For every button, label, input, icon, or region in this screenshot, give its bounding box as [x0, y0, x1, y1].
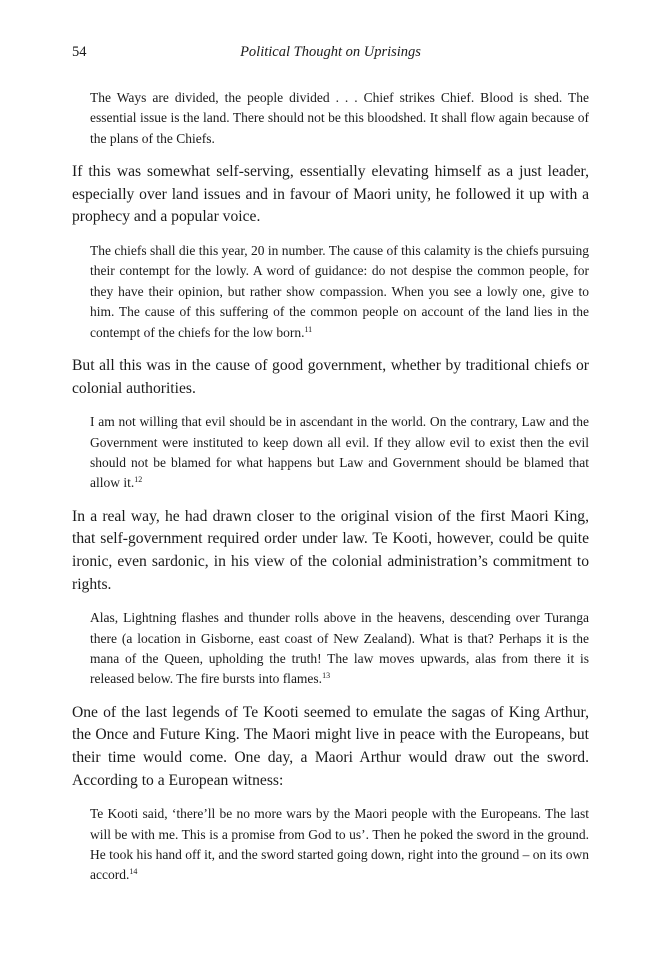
footnote-marker: 14 — [129, 867, 138, 877]
block-quote — [90, 88, 589, 149]
footnote-marker: 12 — [134, 475, 143, 485]
page-body — [72, 88, 589, 898]
quote-text: Te Kooti said, ‘there’ll be no more wars by the Maori people with the Europeans. The last will be with me. This is a promise from God to us’. Then he poked the sword in the ground. He took his hand off it, and the sword started going down, right into the ground – on its own accord. — [90, 806, 589, 883]
running-title: Political Thought on Uprisings — [240, 44, 421, 60]
paragraph-text: But all this was in the cause of good government, whether by traditional chiefs or colonial authorities. — [72, 357, 589, 397]
paragraph-text: In a real way, he had drawn closer to the original vision of the first Maori King, that self-government required order under law. Te Kooti, however, could be quite ironic, even sardonic, in his view of the colonial administration’s commitment to rights. — [72, 507, 589, 593]
paragraph-text: One of the last legends of Te Kooti seemed to emulate the sagas of King Arthur, the Once and Future King. The Maori might live in peace with the Europeans, but their time would come. One day, a Maori Arthur would draw out the sword. According to a European witness: — [72, 703, 589, 789]
quote-text: The Ways are divided, the people divided . . . Chief strikes Chief. Blood is shed. The essential issue is the land. There should not be this bloodshed. It shall flow again because of the plans of the Chiefs. — [90, 90, 589, 146]
block-quote — [90, 804, 589, 886]
quote-text: The chiefs shall die this year, 20 in number. The cause of this calamity is the chiefs pursuing their contempt for the lowly. A word of guidance: do not despise the common people, for they have their opinion, but rather show compassion. When you see a lowly one, give to him. The cause of this suffering of the common people on account of the land lies in the contempt of the chiefs for the low born. — [90, 243, 589, 340]
footnote-marker: 11 — [304, 324, 313, 334]
block-quote — [90, 608, 589, 690]
body-paragraph — [72, 161, 589, 229]
paragraph-text: If this was somewhat self-serving, essentially elevating himself as a just leader, especially over land issues and in favour of Maori unity, he followed it up with a prophecy and a popular voice. — [72, 163, 589, 226]
footnote-marker: 13 — [322, 671, 331, 681]
quote-text: Alas, Lightning flashes and thunder rolls above in the heavens, descending over Turanga there (a location in Gisborne, east coast of New Zealand). What is that? Perhaps it is the mana of the Queen, upholding the truth! The law moves upwards, alas from there it is released below. The fire bursts into flames. — [90, 610, 589, 687]
body-paragraph — [72, 702, 589, 792]
quote-text: I am not willing that evil should be in ascendant in the world. On the contrary, Law and the Government were instituted to keep down all evil. If they allow evil to exist then the evil should not be blamed for what happens but Law and Government should be blamed that allow it. — [90, 414, 589, 491]
block-quote — [90, 241, 589, 343]
block-quote — [90, 412, 589, 494]
body-paragraph — [72, 355, 589, 400]
page-number: 54 — [72, 44, 87, 60]
body-paragraph — [72, 506, 589, 596]
running-header — [72, 44, 589, 68]
